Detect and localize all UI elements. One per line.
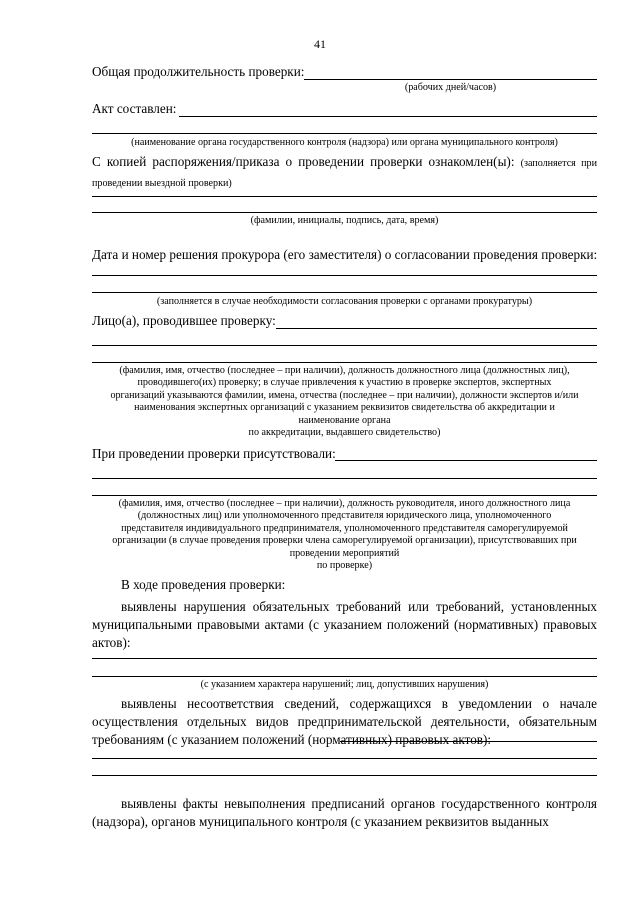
duration-label: Общая продолжительность проверки: [92, 64, 305, 79]
inspector-caption-line: проводившего(их) проверку; в случае привлечения к участию в проверке экспертов, экспертных [137, 377, 552, 389]
present-label: При проведении проверки присутствовали: [92, 446, 336, 461]
present-caption-line: (должностных лиц) или уполномоченного представителя юридического лица, уполномоченного [137, 510, 552, 522]
prosecutor-text: Дата и номер решения прокурора (его заместителя) о согласовании проведения проверки: [92, 247, 598, 262]
inspector-caption-line: наименования экспертных организаций с указанием реквизитов свидетельства об аккредитации и [134, 402, 555, 414]
act-line-1[interactable] [179, 116, 597, 117]
inspector-line-3[interactable] [92, 362, 597, 363]
present-caption-line: по проверке) [316, 560, 373, 572]
act-label: Акт составлен: [92, 101, 177, 116]
mismatch-line-2[interactable] [92, 758, 597, 759]
during-heading: В ходе проведения проверки: [121, 577, 286, 592]
violations-line-1[interactable] [92, 658, 597, 659]
prosecutor-caption: (заполняется в случае необходимости согласования проверки с органами прокуратуры) [156, 296, 533, 307]
inspector-line-1[interactable] [276, 328, 597, 329]
inspector-label: Лицо(а), проводившее проверку: [92, 313, 276, 328]
unfulfilled-text: выявлены факты невыполнения предписаний органов государственного контроля (надзора), органов муниципального контроля (с указанием реквизитов выданных [92, 796, 597, 829]
mismatch-line-3[interactable] [92, 775, 597, 776]
duration-caption: (рабочих дней/часов) [404, 82, 497, 93]
inspector-caption [92, 365, 597, 439]
duration-line[interactable] [304, 79, 597, 80]
mismatch-line-1[interactable] [340, 741, 597, 742]
present-caption-line: организации (в случае проведения проверки члена саморегулируемой организации), присутствовавших при [112, 535, 577, 547]
page-number: 41 [314, 37, 326, 51]
present-line-1[interactable] [335, 460, 597, 461]
copy-text: С копией распоряжения/приказа о проведении проверки ознакомлен(ы): [92, 154, 515, 169]
copy-line-1[interactable] [92, 196, 597, 197]
present-caption-line: представителя индивидуального предпринимателя, уполномоченного представителя саморегулируемой [121, 522, 568, 534]
copy-paragraph [92, 153, 597, 193]
violations-text: выявлены нарушения обязательных требований или требований, установленных муниципальными правовыми актами (с указанием положений (нормативных) правовых актов): [92, 599, 597, 650]
copy-caption: (фамилии, инициалы, подпись, дата, время) [250, 215, 439, 226]
inspector-caption-line: организаций указываются фамилии, имена, отчества (последнее – при наличии), должности экспертов и/или [110, 389, 579, 401]
mismatch-text: выявлены несоответствия сведений, содержащихся в уведомлении о начале осуществления отдельных видов предпринимательской деятельности, обязательным требованиям (с указанием положений (нормативных) правовых актов): [92, 696, 597, 747]
inspector-line-2[interactable] [92, 345, 597, 346]
act-caption: (наименование органа государственного контроля (надзора) или органа муниципального контроля) [131, 137, 558, 148]
present-caption [92, 498, 597, 572]
inspector-caption-line: по аккредитации, выдавшего свидетельство) [248, 427, 441, 439]
violations-line-2[interactable] [92, 676, 597, 677]
inspector-caption-line: наименование органа [298, 414, 391, 426]
act-line-2[interactable] [92, 133, 597, 134]
present-caption-line: (фамилия, имя, отчество (последнее – при наличии), должность руководителя, иного должностного лица [118, 498, 571, 509]
present-line-2[interactable] [92, 478, 597, 479]
copy-note: (заполняется при проведении выездной проверки) [92, 158, 598, 189]
prosecutor-line-2[interactable] [92, 292, 597, 293]
present-line-3[interactable] [92, 495, 597, 496]
copy-line-2[interactable] [92, 212, 597, 213]
violations-caption: (с указанием характера нарушений; лиц, допустивших нарушения) [200, 679, 489, 690]
inspector-caption-line: (фамилия, имя, отчество (последнее – при наличии), должность должностного лица (должностных лиц), [119, 365, 570, 376]
present-caption-line: проведении мероприятий [289, 547, 400, 559]
prosecutor-line-1[interactable] [92, 275, 597, 276]
